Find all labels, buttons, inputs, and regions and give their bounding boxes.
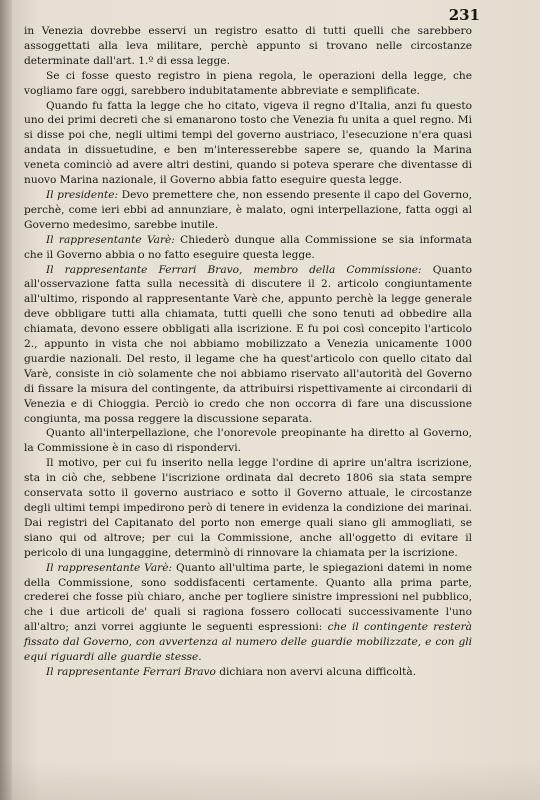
paragraph-text: in Venezia dovrebbe esservi un registro esatto di tutti quelli che sarebbero assoggettati alla leva militare, perchè appunto si trovano nelle circostanze determinate dall'art. 1.º di essa legge. (24, 25, 472, 67)
page-number: 231 (448, 6, 480, 24)
speaker-name: Il rappresentante Ferrari Bravo, membro della Commissione: (46, 263, 422, 276)
emphasized-text: che il contingente resterà fissato dal Governo, con avvertenza al numero delle guardie mobilizzate, e con gli equi riguardi alle guardie stesse. (24, 621, 472, 664)
speaker-name: Il rappresentante Ferrari Bravo (46, 665, 216, 678)
paragraph (24, 24, 472, 69)
body-text (24, 24, 472, 680)
speaker-name: Il rappresentante Varè: (46, 233, 175, 246)
paragraph-text: Il motivo, per cui fu inserito nella legge l'ordine di aprire un'altra iscrizione, sta in ciò che, sebbene l'iscrizione ordinata dal decreto 1806 sia stata sempre conservata sotto il governo austriaco e sotto il Governo attuale, le circostanze degli ultimi tempi impedirono però di tenere in evidenza la condizione dei marinai. Dai registri del Capitanato del porto non emerge quali siano gli ammogliati, se siano qui od altrove; per cui la Commissione, anche all'oggetto di evitare il pericolo di una lungaggine, determinò di rinnovare la chiamata per la iscrizione. (24, 457, 472, 559)
paragraph (24, 99, 472, 188)
speaker-name: Il rappresentante Varè: (46, 561, 173, 574)
paragraph (24, 561, 472, 665)
paragraph (24, 456, 472, 560)
paragraph-text: dichiara non avervi alcuna difficoltà. (215, 665, 417, 678)
paragraph-text: Devo premettere che, non essendo presente il capo del Governo, perchè, come ieri ebbi ad annunziare, è malato, ogni interpellazione, fatta oggi al Governo medesimo, sarebbe inutile. (24, 188, 472, 231)
page-shadow (0, 760, 540, 800)
paragraph-text: Chiederò dunque alla Commissione se sia informata che il Governo abbia o no fatto eseguire questa legge. (24, 233, 472, 261)
paragraph-text: Quanto all'interpellazione, che l'onorevole preopinante ha diretto al Governo, la Commissione è in caso di rispondervi. (24, 427, 472, 455)
paragraph (24, 665, 472, 680)
paragraph-text: Se ci fosse questo registro in piena regola, le operazioni della legge, che vogliamo fare oggi, sarebbero indubitatamente abbreviate e semplificate. (24, 69, 472, 97)
paragraph (24, 263, 472, 427)
page-gutter (0, 0, 12, 800)
paragraph-text: Quando fu fatta la legge che ho citato, vigeva il regno d'Italia, anzi fu questo uno dei primi decreti che si emanarono tosto che Venezia fu unita a quel regno. Mi si disse poi che, negli ultimi tempi del governo austriaco, l'esecuzione n'era quasi andata in dissuetudine, e ben m'interesserebbe sapere se, quando la Marina veneta cominciò ad avere altri destini, quando si poteva sperare che diventasse di nuovo Marina nazionale, il Governo abbia fatto eseguire questa legge. (24, 99, 472, 187)
speaker-name: Il presidente: (46, 188, 119, 201)
paragraph-text: Quanto all'osservazione fatta sulla necessità di discutere il 2. articolo congiuntamente all'ultimo, rispondo al rappresentante Varè che, appunto perchè la legge generale deve obbligare tutti alla chiamata, tutti quelli che sono tenuti ad obbedire alla chiamata, devono essere obbligati alla iscrizione. E fu poi così concepito l'articolo 2., appunto in vista che noi abbiamo mobilizzato a Venezia unicamente 1000 guardie nazionali. Del resto, il legame che ha quest'articolo con quello citato dal Varè, consiste in ciò solamente che noi abbiamo riservato all'autorità del Governo di fissare la misura del contingente, da attribuirsi rispettivamente ai circondarii di Venezia e di Chioggia. Perciò io credo che non occorra di fare una discussione congiunta, ma possa reggere la discussione separata. (24, 263, 473, 425)
paragraph (24, 426, 472, 456)
paragraph-text: Quanto all'ultima parte, le spiegazioni datemi in nome della Commissione, sono soddisfacenti certamente. Quanto alla prima parte, crederei che fosse più chiaro, anche per togliere sinistre impressioni nel pubblico, che i due articoli de' quali si ragiona fossero collocati successivamente l'uno all'altro; anzi vorrei aggiunte le seguenti espressioni: (24, 561, 472, 634)
paragraph (24, 188, 472, 233)
paragraph (24, 69, 472, 99)
paragraph (24, 233, 472, 263)
